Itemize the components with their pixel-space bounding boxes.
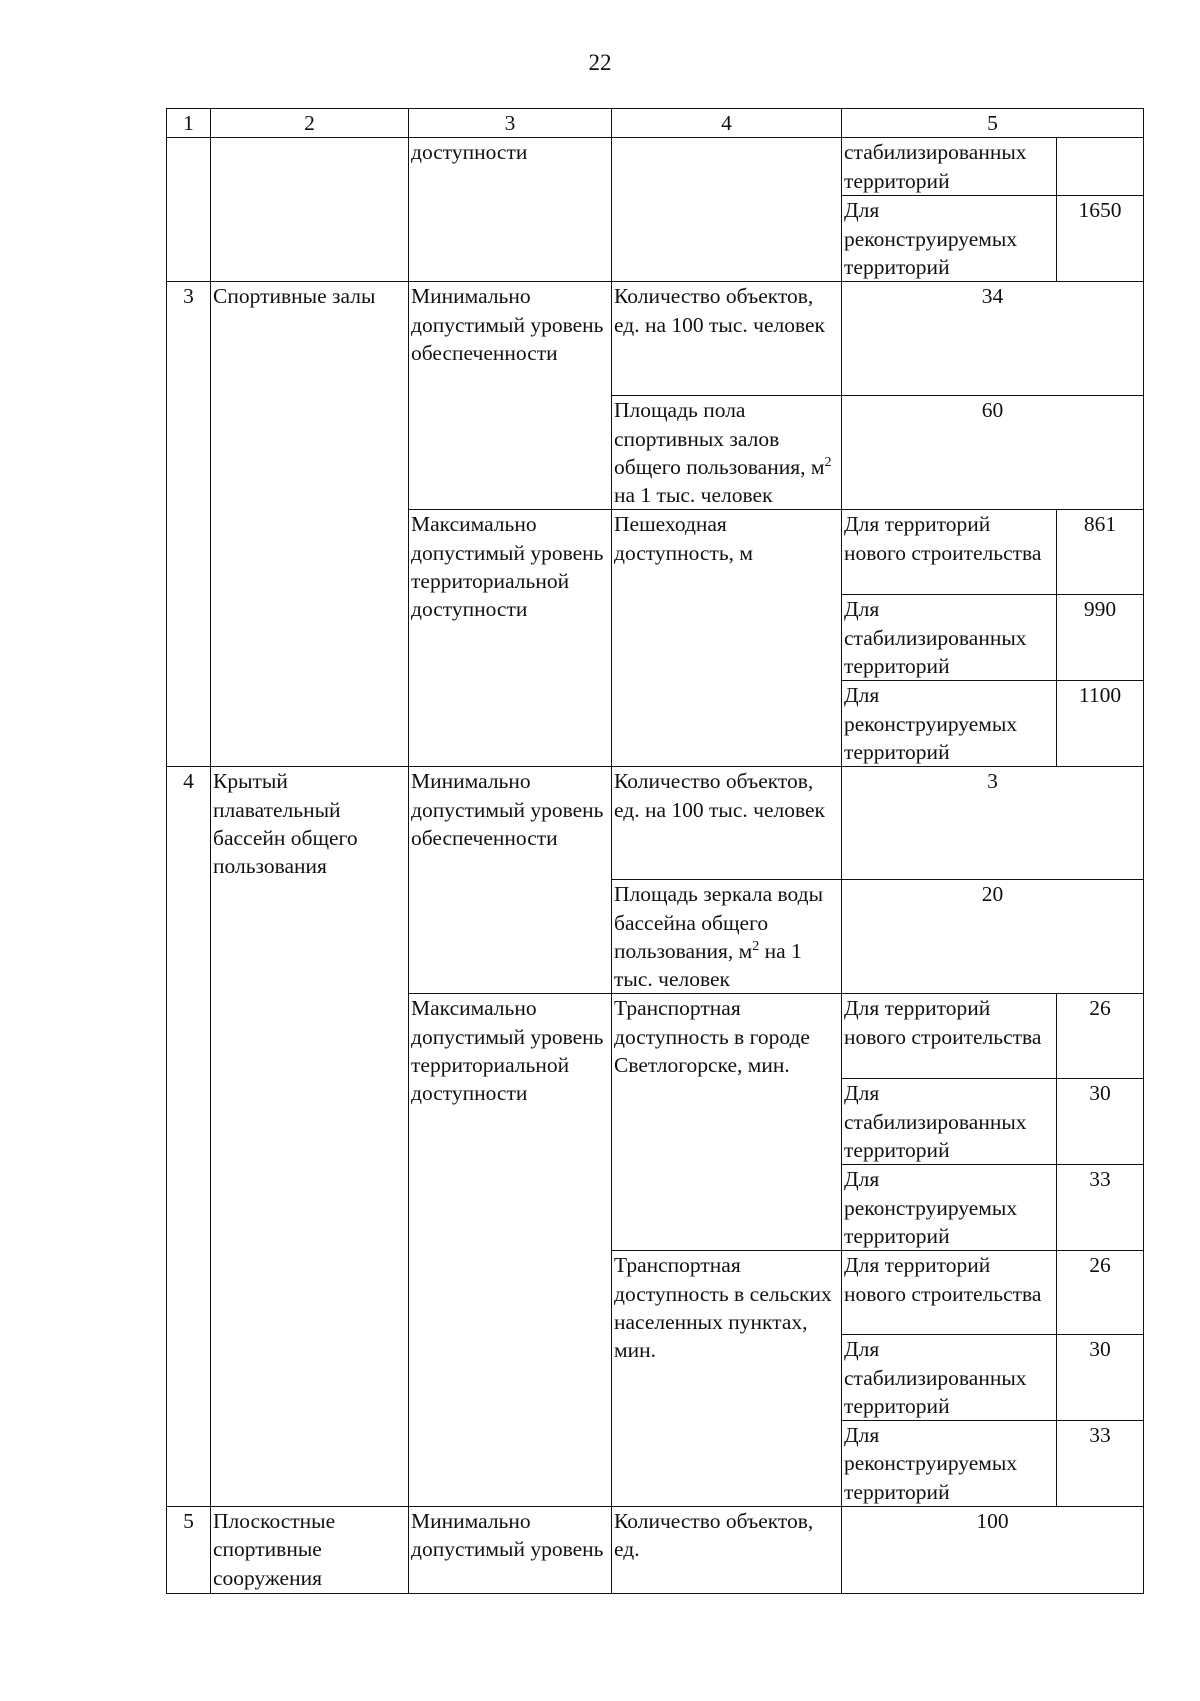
cell-value <box>1057 138 1144 196</box>
cell-name <box>211 138 409 282</box>
table-row <box>167 767 1144 880</box>
cell-value: 990 <box>1057 595 1144 681</box>
cell-indicator <box>612 880 842 994</box>
table-header-row <box>167 109 1144 138</box>
cell-indicator: Количество объектов, ед. на 100 тыс. человек <box>612 282 842 396</box>
cell-territory-label: Для реконструируемых территорий <box>842 681 1057 767</box>
cell-indicator <box>612 138 842 282</box>
header-col-5: 5 <box>842 109 1144 138</box>
cell-value: 33 <box>1057 1421 1144 1507</box>
cell-value: 33 <box>1057 1165 1144 1251</box>
cell-value: 20 <box>842 880 1144 994</box>
cell-value: 34 <box>842 282 1144 396</box>
cell-level: доступности <box>409 138 612 282</box>
cell-level: Максимально допустимый уровень территориальной доступности <box>409 510 612 767</box>
cell-indicator: Транспортная доступность в городе Светлогорске, мин. <box>612 994 842 1251</box>
cell-level: Минимально допустимый уровень обеспеченности <box>409 767 612 994</box>
cell-territory-label: Для территорий нового строительства <box>842 510 1057 595</box>
cell-indicator: Транспортная доступность в сельских населенных пунктах, мин. <box>612 1251 842 1507</box>
cell-territory-label: Для территорий нового строительства <box>842 994 1057 1079</box>
cell-level: Минимально допустимый уровень обеспеченности <box>409 282 612 510</box>
cell-name: Плоскостные спортивные сооружения <box>211 1507 409 1594</box>
header-col-2: 2 <box>211 109 409 138</box>
cell-territory-label: стабилизированных территорий <box>842 138 1057 196</box>
cell-name: Крытый плавательный бассейн общего пользования <box>211 767 409 1507</box>
table-row <box>167 138 1144 196</box>
cell-level: Максимально допустимый уровень территориальной доступности <box>409 994 612 1507</box>
page-number: 22 <box>588 50 612 75</box>
cell-value: 100 <box>842 1507 1144 1594</box>
table-row <box>167 1507 1144 1594</box>
cell-value: 30 <box>1057 1079 1144 1165</box>
cell-value: 3 <box>842 767 1144 880</box>
cell-level: Минимально допустимый уровень <box>409 1507 612 1594</box>
cell-value: 861 <box>1057 510 1144 595</box>
indicator-text: Площадь пола спортивных залов общего пользования, м <box>614 398 825 479</box>
cell-indicator: Количество объектов, ед. на 100 тыс. человек <box>612 767 842 880</box>
cell-value: 1100 <box>1057 681 1144 767</box>
cell-value: 26 <box>1057 994 1144 1079</box>
cell-num: 3 <box>167 282 211 767</box>
header-col-1: 1 <box>167 109 211 138</box>
cell-territory-label: Для территорий нового строительства <box>842 1251 1057 1335</box>
cell-indicator <box>612 396 842 510</box>
cell-value: 60 <box>842 396 1144 510</box>
indicator-text: на 1 тыс. человек <box>614 938 802 992</box>
header-col-4: 4 <box>612 109 842 138</box>
indicator-text: Площадь зеркала воды бассейна общего пользования, м <box>614 882 824 963</box>
cell-num <box>167 138 211 282</box>
cell-indicator: Количество объектов, ед. <box>612 1507 842 1594</box>
cell-territory-label: Для реконструируемых территорий <box>842 1421 1057 1507</box>
table-row <box>167 282 1144 396</box>
cell-indicator: Пешеходная доступность, м <box>612 510 842 767</box>
cell-territory-label: Для стабилизированных территорий <box>842 1079 1057 1165</box>
indicator-text: на 1 тыс. человек <box>614 483 773 508</box>
cell-value: 26 <box>1057 1251 1144 1335</box>
cell-territory-label: Для стабилизированных территорий <box>842 1335 1057 1421</box>
cell-territory-label: Для реконструируемых территорий <box>842 196 1057 282</box>
cell-territory-label: Для реконструируемых территорий <box>842 1165 1057 1251</box>
cell-num: 4 <box>167 767 211 1507</box>
cell-value: 30 <box>1057 1335 1144 1421</box>
header-col-3: 3 <box>409 109 612 138</box>
cell-name: Спортивные залы <box>211 282 409 767</box>
superscript: 2 <box>824 454 832 470</box>
cell-value: 1650 <box>1057 196 1144 282</box>
cell-territory-label: Для стабилизированных территорий <box>842 595 1057 681</box>
cell-num: 5 <box>167 1507 211 1594</box>
standards-table <box>166 108 1144 1594</box>
superscript: 2 <box>752 938 760 954</box>
